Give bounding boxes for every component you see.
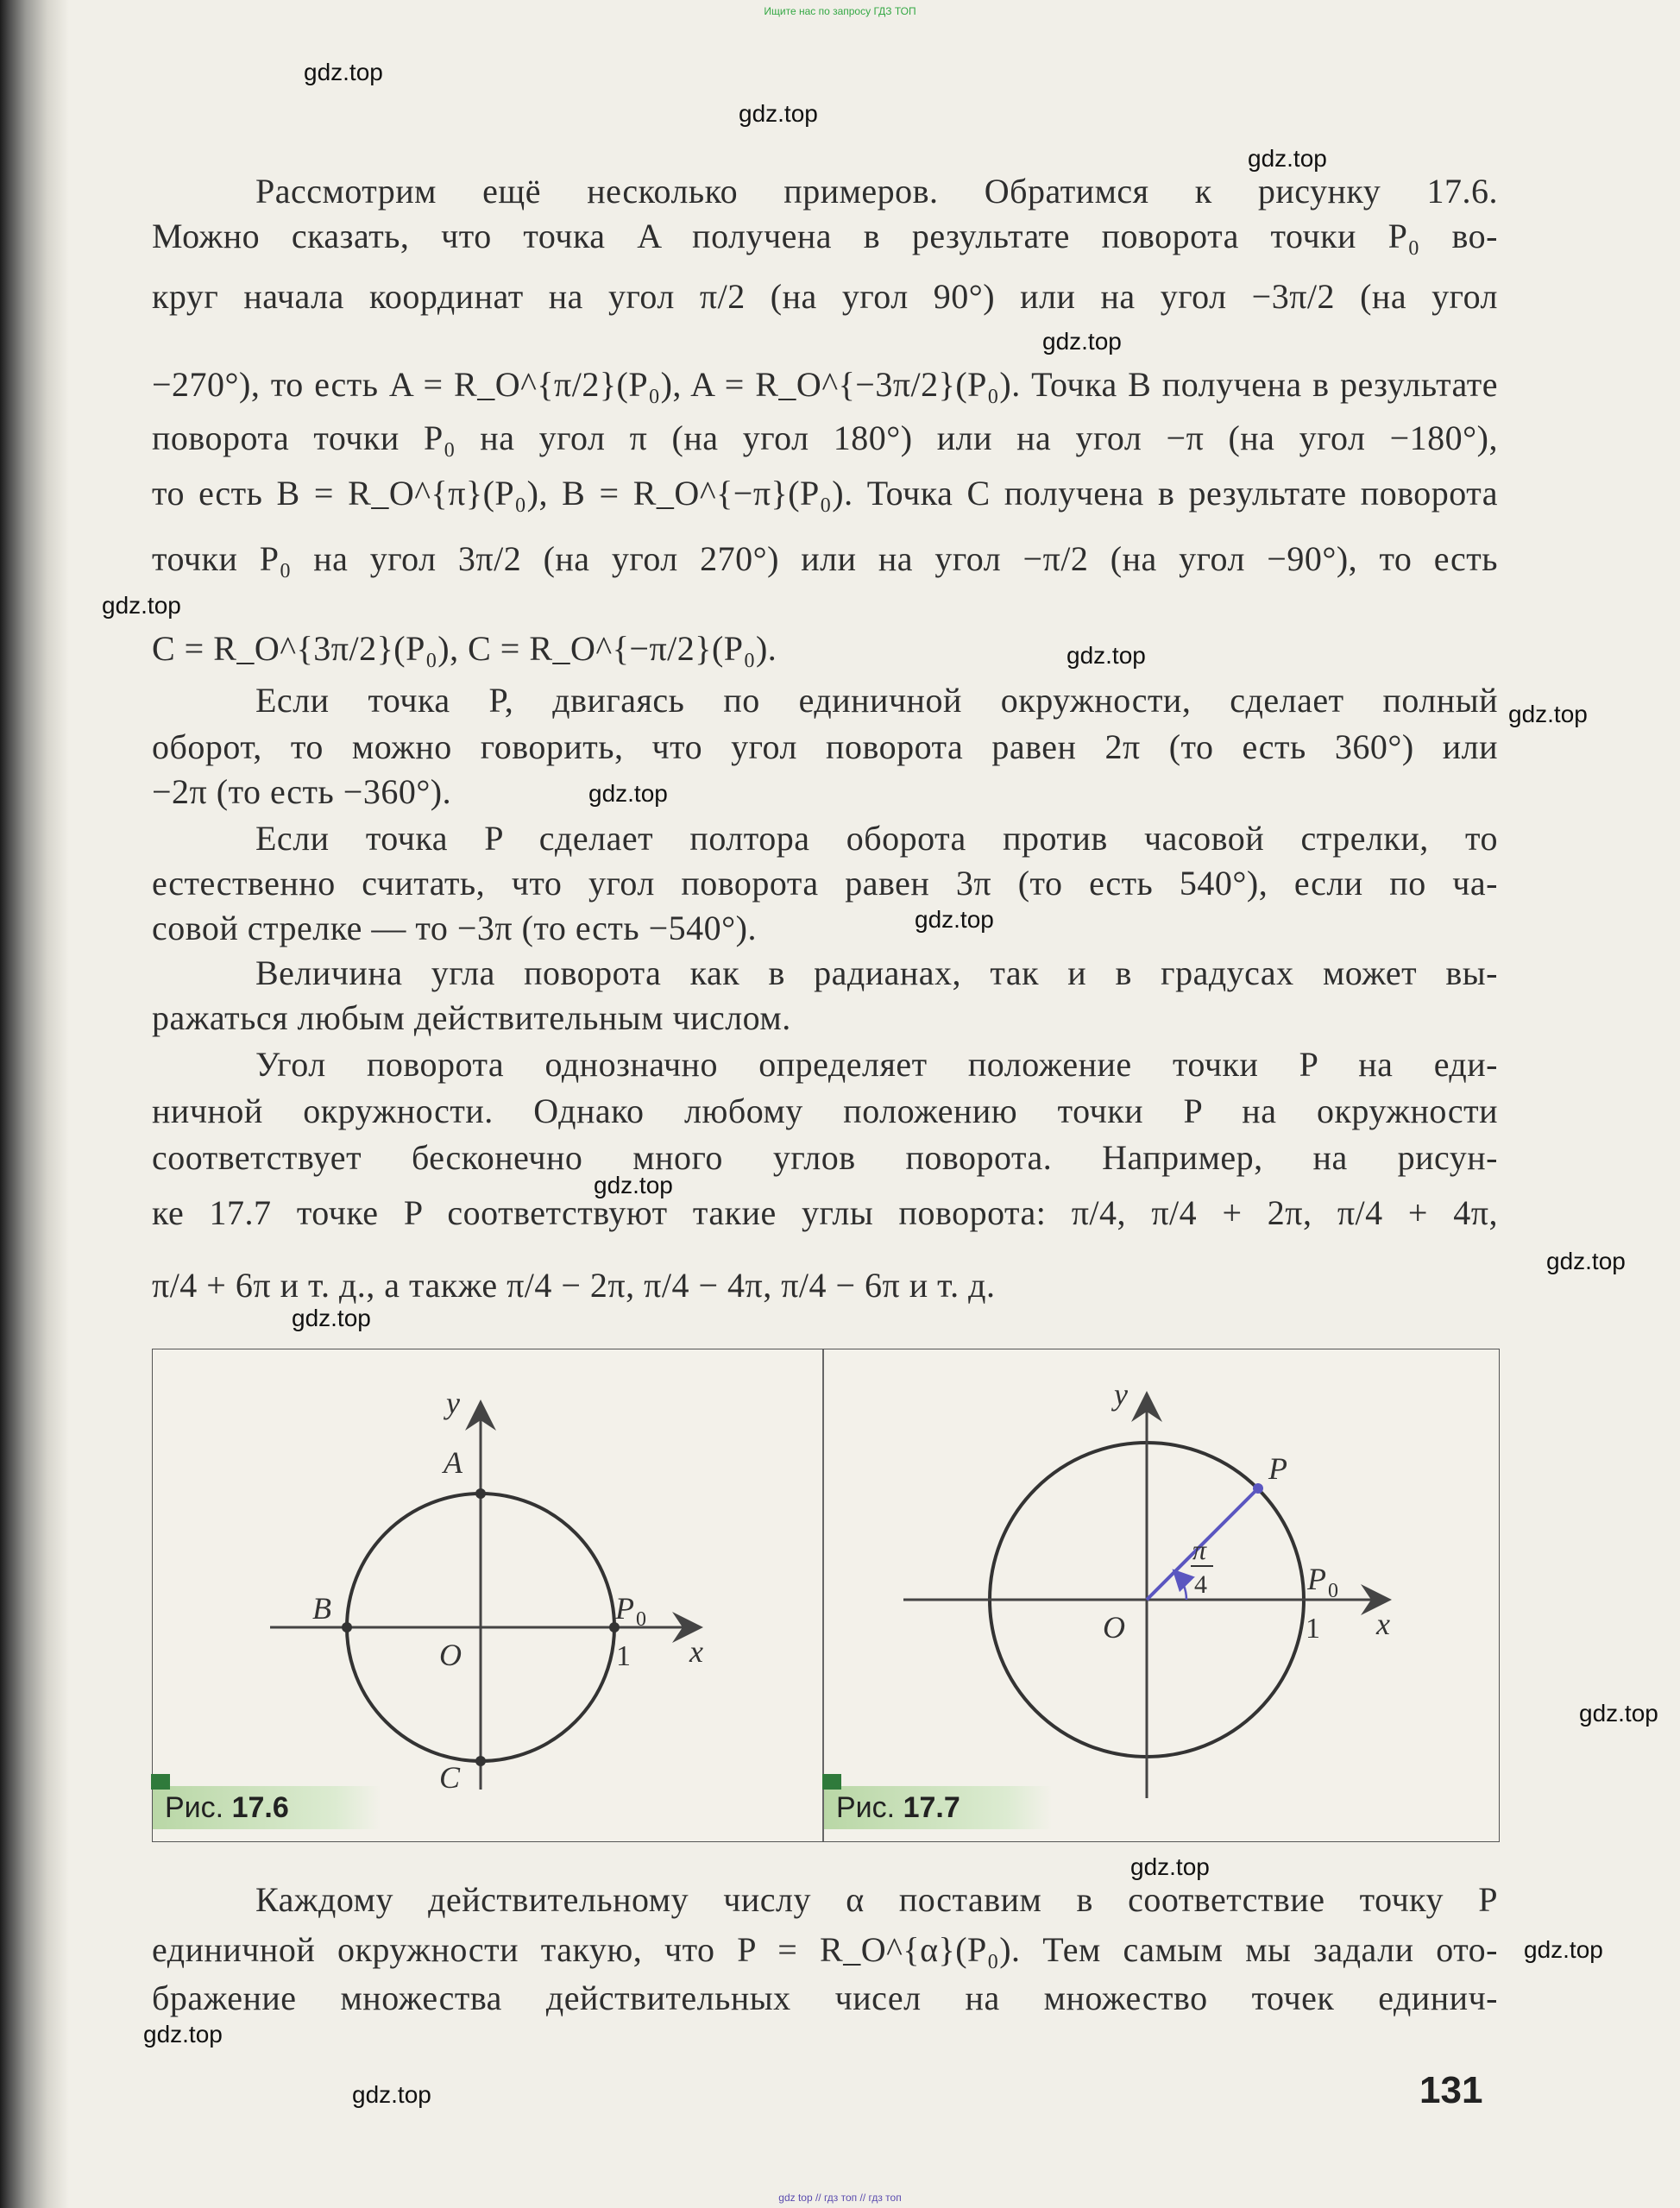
text-line: C = R_O^{3π/2}(P₀), C = R_O^{−π/2}(P₀).: [152, 629, 777, 668]
watermark: gdz.top: [304, 59, 383, 85]
label-P0-subscript: 0: [1328, 1580, 1338, 1602]
caption-marker: [151, 1774, 170, 1790]
watermark: gdz.top: [143, 2021, 223, 2048]
watermark: gdz.top: [1508, 701, 1588, 727]
text-line: Можно сказать, что точка A получена в результате поворота точки P₀ во-: [152, 217, 1498, 255]
text-line: Каждому действительному числу α поставим в соответствие точку P: [255, 1880, 1498, 1919]
watermark: gdz.top: [588, 780, 668, 807]
watermark: gdz.top: [594, 1172, 673, 1198]
caption-17-7: [824, 1786, 1052, 1829]
text-line: соответствует бесконечно много углов поворота. Например, на рисун-: [152, 1138, 1498, 1177]
caption-number: 17.6: [231, 1791, 289, 1824]
text-line: оборот, то можно говорить, что угол поворота равен 2π (то есть 360°) или: [152, 727, 1498, 766]
y-label: y: [446, 1386, 460, 1420]
figures-frame: [152, 1349, 1500, 1842]
point-A: [475, 1488, 486, 1499]
watermark: gdz.top: [1524, 1936, 1603, 1963]
watermark: gdz.top: [102, 592, 181, 619]
caption-prefix: Рис.: [836, 1791, 896, 1824]
text-line: то есть B = R_O^{π}(P₀), B = R_O^{−π}(P₀). Точка C получена в результате поворота: [152, 474, 1498, 513]
angle-arc: [1175, 1572, 1186, 1600]
text-line: Величина угла поворота как в радианах, так и в градусах может вы-: [255, 953, 1498, 992]
watermark: gdz.top: [1042, 328, 1122, 355]
label-P0-subscript: 0: [636, 1608, 646, 1631]
angle-numerator: π: [1192, 1534, 1207, 1565]
text-line: Рассмотрим ещё несколько примеров. Обратимся к рисунку 17.6.: [255, 172, 1498, 211]
text-line: ничной окружности. Однако любому положению точки P на окружности: [152, 1091, 1498, 1130]
watermark: gdz.top: [915, 906, 994, 933]
text-line: точки P₀ на угол 3π/2 (на угол 270°) или на угол −π/2 (на угол −90°), то есть: [152, 539, 1498, 578]
caption-number: 17.7: [903, 1791, 960, 1824]
text-line: Если точка P, двигаясь по единичной окружности, сделает полный: [255, 681, 1498, 720]
watermark: gdz.top: [1130, 1853, 1210, 1880]
figure-17-7: [824, 1349, 1499, 1841]
page-number: 131: [1419, 2069, 1483, 2111]
footer-note: gdz top // гдз топ // гдз топ: [778, 2192, 902, 2204]
figure-17-6: [153, 1349, 822, 1841]
label-one: 1: [1306, 1613, 1320, 1645]
text-line: Угол поворота однозначно определяет положение точки P на еди-: [255, 1045, 1498, 1084]
label-B: B: [312, 1591, 331, 1626]
text-line: бражение множества действительных чисел на множество точек единич-: [152, 1978, 1498, 2017]
y-label: y: [1114, 1377, 1128, 1412]
text-line: единичной окружности такую, что P = R_O^{α}(P₀). Тем самым мы задали ото-: [152, 1930, 1498, 1969]
text-line: −2π (то есть −360°).: [152, 772, 452, 811]
caption-17-6: [153, 1786, 381, 1829]
text-line: поворота точки P₀ на угол π (на угол 180°) или на угол −π (на угол −180°),: [152, 418, 1498, 457]
label-P0: P: [1307, 1562, 1326, 1596]
watermark: gdz.top: [292, 1305, 371, 1331]
text-line: ражаться любым действительным числом.: [152, 998, 791, 1037]
text-line: совой стрелке — то −3π (то есть −540°).: [152, 909, 757, 947]
label-P: P: [1268, 1451, 1287, 1486]
text-line: π/4 + 6π и т. д., а также π/4 − 2π, π/4 − 4π, π/4 − 6π и т. д.: [152, 1266, 996, 1305]
watermark: gdz.top: [1067, 642, 1146, 669]
label-P0: P: [615, 1591, 634, 1626]
book-spine-shadow: [0, 0, 69, 2208]
label-C: C: [439, 1760, 461, 1795]
label-A: A: [444, 1445, 462, 1480]
x-label: x: [1376, 1607, 1390, 1641]
origin-label: O: [439, 1638, 462, 1672]
origin-label: O: [1103, 1610, 1125, 1645]
header-note: Ищите нас по запросу ГДЗ ТОП: [764, 5, 916, 17]
text-line: ке 17.7 точке P соответствуют такие углы поворота: π/4, π/4 + 2π, π/4 + 4π,: [152, 1193, 1498, 1232]
watermark: gdz.top: [739, 100, 818, 127]
watermark: gdz.top: [1248, 145, 1327, 172]
watermark: gdz.top: [352, 2081, 431, 2108]
text-line: круг начала координат на угол π/2 (на угол 90°) или на угол −3π/2 (на угол: [152, 277, 1498, 316]
text-line: −270°), то есть A = R_O^{π/2}(P₀), A = R_O^{−3π/2}(P₀). Точка B получена в результате: [152, 365, 1498, 404]
x-label: x: [689, 1634, 703, 1669]
watermark: gdz.top: [1579, 1700, 1658, 1727]
text-line: естественно считать, что угол поворота равен 3π (то есть 540°), если по ча-: [152, 864, 1498, 903]
caption-marker: [822, 1774, 841, 1790]
label-one: 1: [616, 1640, 631, 1672]
point-B: [342, 1622, 352, 1632]
watermark: gdz.top: [1546, 1248, 1626, 1274]
angle-denominator: 4: [1194, 1570, 1207, 1599]
point-C: [475, 1756, 486, 1766]
text-line: Если точка P сделает полтора оборота против часовой стрелки, то: [255, 819, 1498, 858]
point-P: [1253, 1483, 1263, 1494]
caption-prefix: Рис.: [165, 1791, 224, 1824]
